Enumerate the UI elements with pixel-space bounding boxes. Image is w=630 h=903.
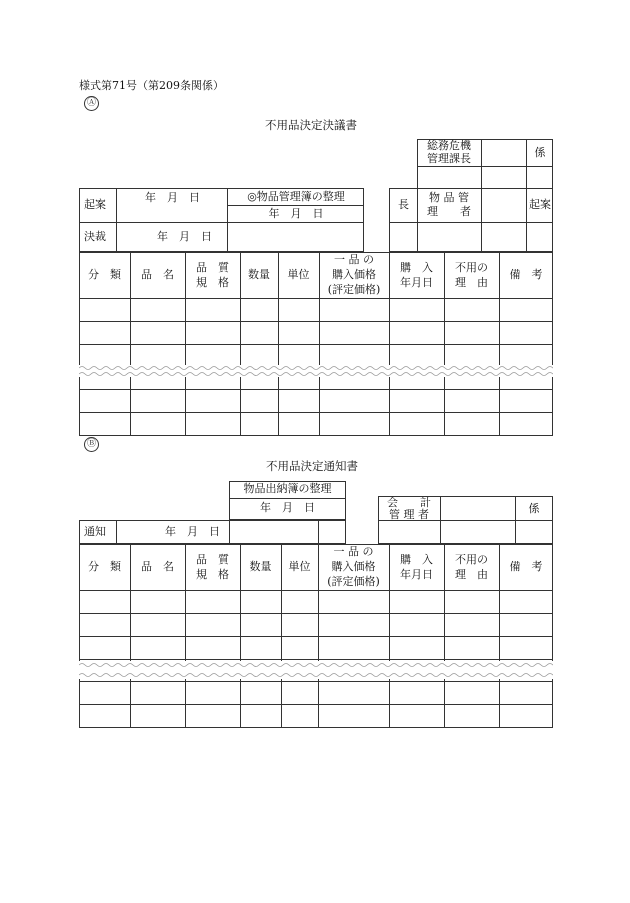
col-bunrui-b: 分 類 bbox=[88, 560, 121, 573]
section-b-title: 不用品決定通知書 bbox=[266, 459, 358, 473]
kessai-label: 決裁 bbox=[84, 230, 106, 243]
ledger-date-a: 年 月 日 bbox=[268, 207, 324, 220]
col-fuyo-b-2: 理 由 bbox=[455, 568, 488, 581]
kanrisha-label-1: 物 品 管 bbox=[429, 191, 469, 204]
break-wave-a bbox=[79, 365, 553, 377]
col-tani-b: 単位 bbox=[288, 560, 311, 573]
col-hinshitsu-a-1: 品 質 bbox=[196, 261, 229, 274]
col-konyu-a-2: 年月日 bbox=[400, 276, 433, 289]
col-fuyo-a-2: 理 由 bbox=[455, 276, 488, 289]
tsuchi-label: 通知 bbox=[84, 525, 106, 538]
kaikei-label-1: 会 計 bbox=[387, 496, 431, 509]
marker-a: Ⓐ bbox=[84, 96, 99, 111]
kian-label: 起案 bbox=[84, 198, 106, 211]
kakari-label: 係 bbox=[534, 146, 546, 159]
marker-b: Ⓑ bbox=[84, 437, 99, 452]
col-suryo-b: 数量 bbox=[249, 560, 272, 573]
col-hinshitsu-b-1: 品 質 bbox=[196, 553, 229, 566]
col-konyu-a-1: 購 入 bbox=[400, 261, 433, 274]
col-kakaku-a-2: 購入価格 bbox=[332, 268, 376, 281]
form-number: 様式第71号（第209条関係） bbox=[79, 79, 224, 92]
col-kakaku-b-2: 購入価格 bbox=[331, 560, 376, 573]
kaikei-label-2: 管 理 者 bbox=[389, 508, 429, 521]
col-suryo-a: 数量 bbox=[248, 268, 270, 281]
kian-label-right: 起案 bbox=[529, 198, 551, 211]
col-hinmei-b: 品 名 bbox=[141, 560, 174, 573]
somu-kiki-label: 総務危機 bbox=[427, 139, 471, 152]
kessai-date: 年 月 日 bbox=[157, 230, 212, 243]
kakari-label-b: 係 bbox=[528, 502, 540, 515]
col-fuyo-b-1: 不用の bbox=[455, 553, 488, 566]
col-kakaku-a-1: 一 品 の bbox=[334, 253, 374, 266]
col-kakaku-b-1: 一 品 の bbox=[333, 545, 374, 558]
col-hinshitsu-b-2: 規 格 bbox=[196, 568, 229, 581]
ledger-title-a: ◎物品管理簿の整理 bbox=[247, 190, 345, 203]
tsuchi-date: 年 月 日 bbox=[165, 525, 220, 538]
col-konyu-b-1: 購 入 bbox=[400, 553, 433, 566]
col-hinshitsu-a-2: 規 格 bbox=[196, 276, 229, 289]
col-bunrui-a: 分 類 bbox=[88, 268, 121, 281]
col-tani-a: 単位 bbox=[287, 268, 310, 281]
cho-label: 長 bbox=[398, 198, 409, 211]
col-kakaku-a-3: (評定価格) bbox=[327, 283, 381, 296]
col-hinmei-a: 品 名 bbox=[141, 268, 174, 281]
col-konyu-b-2: 年月日 bbox=[400, 568, 433, 581]
col-biko-a: 備 考 bbox=[509, 268, 543, 281]
col-biko-b: 備 考 bbox=[509, 560, 543, 573]
col-fuyo-a-1: 不用の bbox=[455, 261, 488, 274]
kian-date: 年 月 日 bbox=[145, 191, 200, 204]
break-wave-b bbox=[79, 661, 553, 679]
ledger-title-b: 物品出納簿の整理 bbox=[243, 482, 332, 495]
kanri-kacho-label: 管理課長 bbox=[427, 152, 471, 165]
col-kakaku-b-3: (評定価格) bbox=[327, 575, 380, 588]
section-a-title: 不用品決定決議書 bbox=[265, 118, 357, 132]
ledger-date-b: 年 月 日 bbox=[260, 501, 315, 514]
kanrisha-label-2: 理 者 bbox=[427, 205, 471, 218]
